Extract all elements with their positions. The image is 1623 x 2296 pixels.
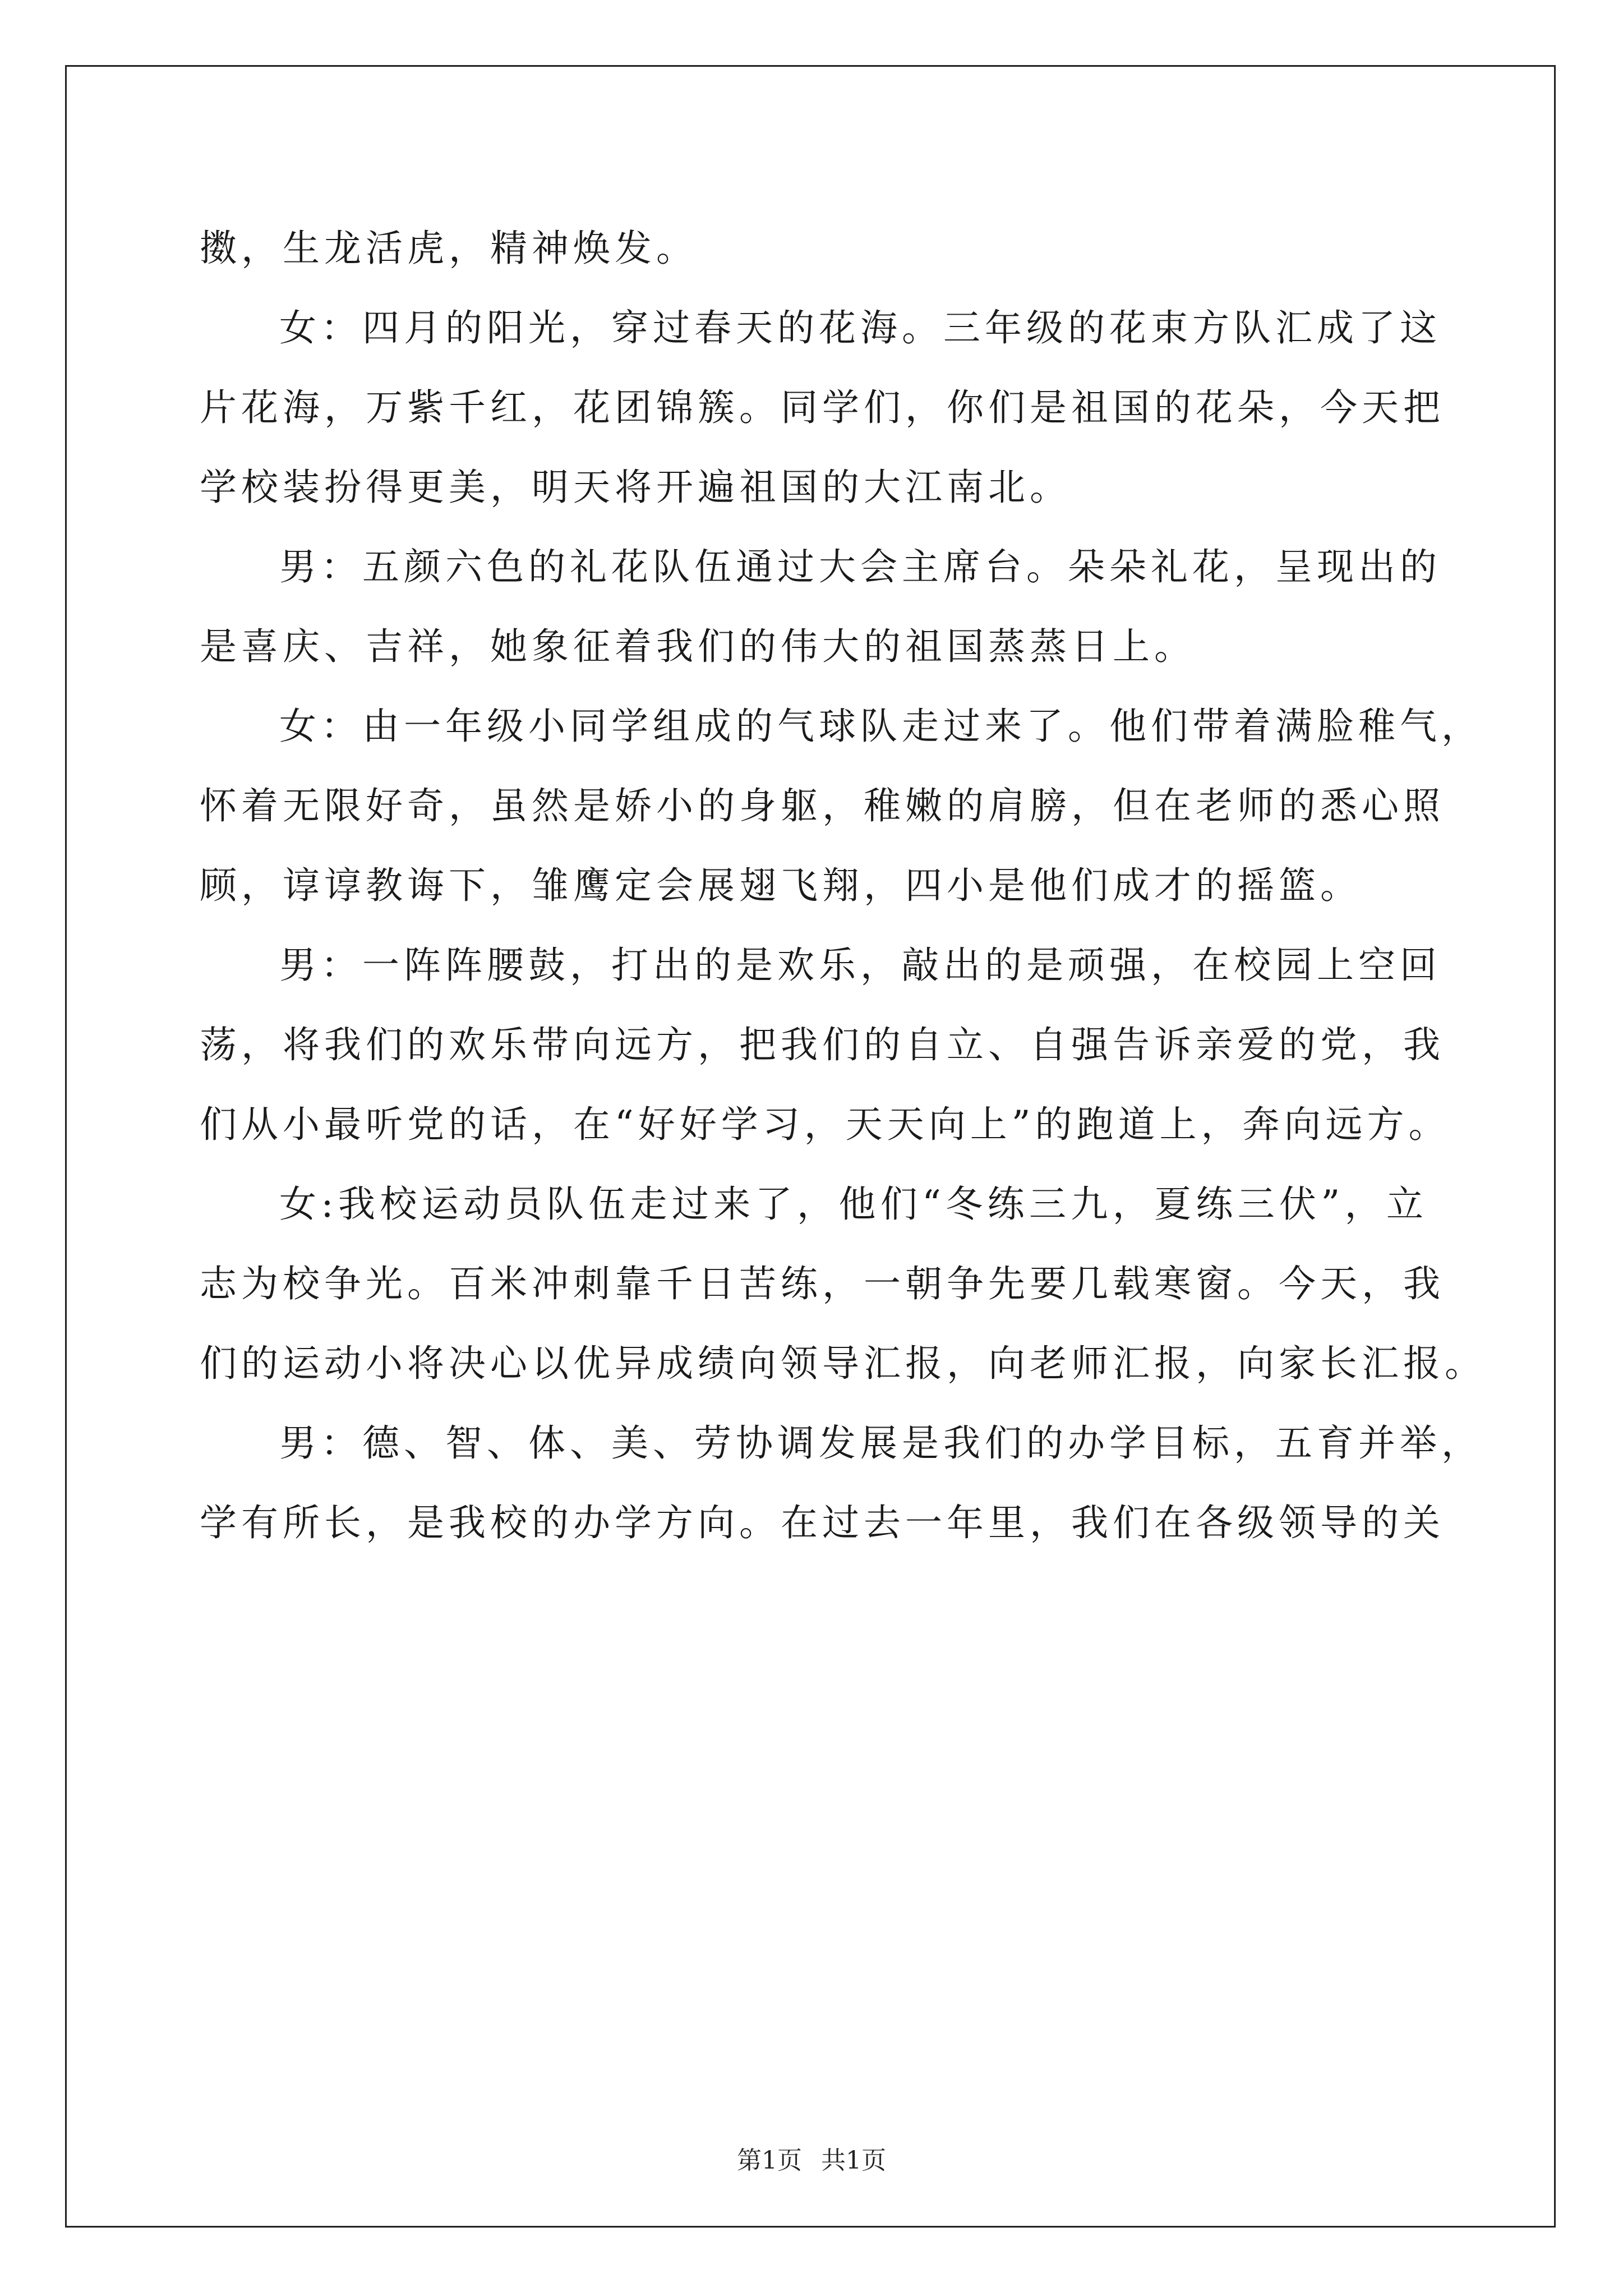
text-line: 男：五颜六色的礼花队伍通过大会主席台。朵朵礼花，呈现出的 — [279, 545, 1441, 588]
text-line: 擞，生龙活虎，精神焕发。 — [200, 227, 698, 270]
text-line: 怀着无限好奇，虽然是娇小的身躯，稚嫩的肩膀，但在老师的悉心照 — [200, 784, 1445, 827]
text-line: 女：由一年级小同学组成的气球队走过来了。他们带着满脸稚气， — [279, 705, 1483, 748]
text-line: 女:我校运动员队伍走过来了，他们“冬练三九，夏练三伏”，立 — [279, 1182, 1428, 1226]
text-line: 男：一阵阵腰鼓，打出的是欢乐，敲出的是顽强，在校园上空回 — [279, 944, 1441, 987]
text-line: 顾，谆谆教诲下，雏鹰定会展翅飞翔，四小是他们成才的摇篮。 — [200, 864, 1362, 907]
text-line: 荡，将我们的欢乐带向远方，把我们的自立、自强告诉亲爱的党，我 — [200, 1023, 1445, 1066]
text-line: 们的运动小将决心以优异成绩向领导汇报，向老师汇报，向家长汇报。 — [200, 1342, 1486, 1385]
page-number: 第1页 — [737, 2146, 802, 2175]
text-line: 学有所长，是我校的办学方向。在过去一年里，我们在各级领导的关 — [200, 1501, 1445, 1544]
page-total: 共1页 — [821, 2146, 886, 2175]
text-line: 片花海，万紫千红，花团锦簇。同学们，你们是祖国的花朵，今天把 — [200, 386, 1445, 429]
text-line: 学校装扮得更美，明天将开遍祖国的大江南北。 — [200, 466, 1071, 509]
text-line: 女：四月的阳光，穿过春天的花海。三年级的花束方队汇成了这 — [279, 306, 1441, 349]
page-footer — [0, 2140, 1623, 2176]
document-body — [200, 209, 1486, 1563]
text-line: 男：德、智、体、美、劳协调发展是我们的办学目标，五育并举， — [279, 1421, 1483, 1465]
text-line: 们从小最听党的话，在“好好学习，天天向上”的跑道上，奔向远方。 — [200, 1103, 1450, 1146]
text-line: 志为校争光。百米冲刺靠千日苦练，一朝争先要几载寒窗。今天，我 — [200, 1262, 1445, 1305]
text-line: 是喜庆、吉祥，她象征着我们的伟大的祖国蒸蒸日上。 — [200, 625, 1196, 668]
